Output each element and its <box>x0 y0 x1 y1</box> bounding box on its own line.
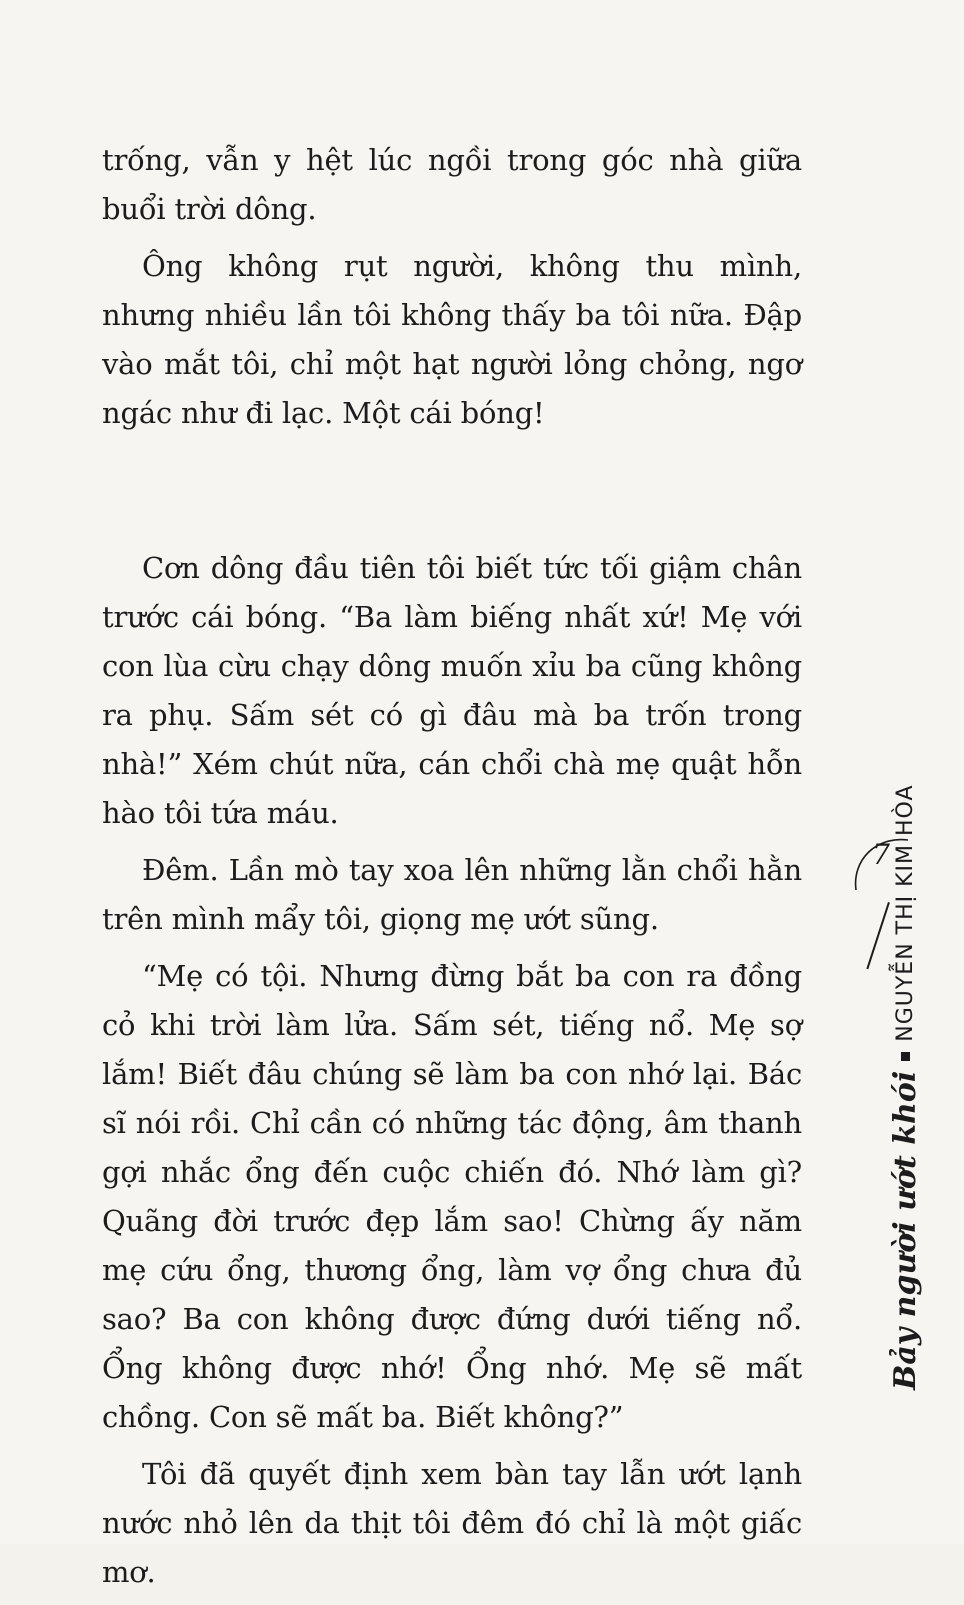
paragraph: “Mẹ có tội. Nhưng đừng bắt ba con ra đồng cỏ khi trời làm lửa. Sấm sét, tiếng nổ. Mẹ sợ lắm! Biết đâu chúng sẽ làm ba con nhớ lại. Bác sĩ nói rồi. Chỉ cần có những tác động, âm thanh gợi nhắc ổng đến cuộc chiến đó. Nhớ làm gì? Quãng đời trước đẹp lắm sao! Chừng ấy năm mẹ cứu ổng, thương ổng, làm vợ ổng chưa đủ sao? Ba con không được đứng dưới tiếng nổ. Ổng không được nhớ! Ổng nhớ. Mẹ sẽ mất chồng. Con sẽ mất ba. Biết không?” <box>102 959 802 1434</box>
body-text <box>102 136 802 1605</box>
paragraph: Đêm. Lần mò tay xoa lên những lằn chổi hằn trên mình mẩy tôi, giọng mẹ ướt sũng. <box>102 853 802 936</box>
paragraph: Tôi đã quyết định xem bàn tay lẫn ướt lạnh nước nhỏ lên da thịt tôi đêm đó chỉ là một giấc mơ. <box>102 1457 802 1589</box>
paragraph: trống, vẫn y hệt lúc ngồi trong góc nhà giữa buổi trời dông. <box>102 143 802 226</box>
paragraph: Ông không rụt người, không thu mình, nhưng nhiều lần tôi không thấy ba tôi nữa. Đập vào mắt tôi, chỉ một hạt người lỏng chỏng, ngơ ngác như đi lạc. Một cái bóng! <box>102 249 802 430</box>
paragraph: Cơn dông đầu tiên tôi biết tức tối giậm chân trước cái bóng. “Ba làm biếng nhất xứ! Mẹ với con lùa cừu chạy dông muốn xỉu ba cũng không ra phụ. Sấm sét có gì đâu mà ba trốn trong nhà!” Xém chút nữa, cán chổi chà mẹ quật hỗn hào tôi tứa máu. <box>102 551 802 830</box>
vertical-running-head <box>888 784 923 1390</box>
section-break <box>102 446 802 544</box>
author-name: NGUYỄN THỊ KIM HÒA <box>893 784 918 1042</box>
separator-square-icon <box>901 1052 910 1061</box>
page-number: 7 <box>872 838 890 871</box>
book-title: Bảy người ướt khói <box>888 1070 923 1390</box>
divider <box>866 902 890 969</box>
